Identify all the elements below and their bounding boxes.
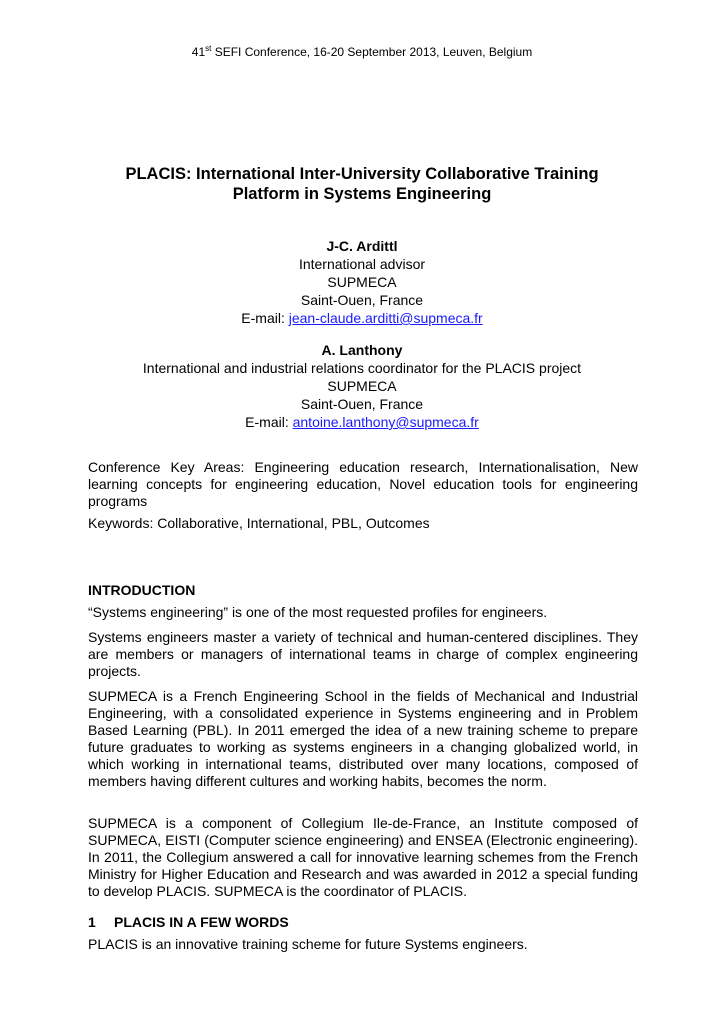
email-label: E-mail: (241, 310, 289, 326)
email-label: E-mail: (245, 414, 293, 430)
conf-superscript: st (205, 44, 212, 53)
author-name: A. Lanthony (321, 342, 403, 358)
author-2 (60, 341, 664, 431)
author-role: International advisor (298, 256, 426, 272)
key-areas: Conference Key Areas: Engineering education research, Internationalisation, New learning concepts for engineering education, Novel education tools for engineering programs (88, 459, 638, 509)
section-1-heading (88, 914, 638, 931)
author-email-link[interactable]: antoine.lanthony@supmeca.fr (292, 414, 479, 430)
conference-header (0, 44, 724, 59)
author-location: Saint-Ouen, France (300, 396, 424, 412)
keywords: Keywords: Collaborative, International, PBL, Outcomes (88, 515, 430, 531)
author-email-link[interactable]: jean-claude.arditti@supmeca.fr (288, 310, 483, 326)
section-1-paragraph: PLACIS is an innovative training scheme for future Systems engineers. (88, 936, 528, 952)
intro-paragraph-3: SUPMECA is a French Engineering School in the fields of Mechanical and Industrial Engineering, with a consolidated experience in Systems engineering and in Problem Based Learning (PBL). In 2011 emerged the idea of a new training scheme to prepare future graduates to working as systems engineers in a changing globalized world, in which working in international teams, distributed over many locations, composed of members having different cultures and working habits, becomes the norm. (88, 688, 638, 789)
intro-paragraph-1: “Systems engineering” is one of the most requested profiles for engineers. (88, 604, 548, 620)
title-line-1: PLACIS: International Inter-University Collaborative Training (125, 165, 599, 183)
paper-title (60, 164, 664, 204)
author-1 (60, 237, 664, 327)
conf-number: 41 (191, 45, 206, 59)
author-institution: SUPMECA (327, 274, 397, 290)
intro-paragraph-4: SUPMECA is a component of Collegium Ile-de-France, an Institute composed of SUPMECA, EISTI (Computer science engineering) and ENSEA (Electronic engineering). In 2011, the Collegium answered a call for innovative learning schemes from the French Ministry for Higher Education and Research and was awarded in 2012 a special funding to develop PLACIS. SUPMECA is the coordinator of PLACIS. (88, 815, 638, 899)
author-location: Saint-Ouen, France (300, 292, 424, 308)
author-email-line (60, 309, 664, 327)
author-name: J-C. Ardittl (326, 238, 398, 254)
author-email-line (60, 413, 664, 431)
author-role: International and industrial relations coordinator for the PLACIS project (142, 360, 582, 376)
title-line-2: Platform in Systems Engineering (232, 185, 492, 203)
section-1-number: 1 (88, 914, 96, 930)
section-1-title: PLACIS IN A FEW WORDS (114, 914, 289, 930)
conf-text: SEFI Conference, 16-20 September 2013, Leuven, Belgium (211, 45, 533, 59)
introduction-heading: INTRODUCTION (88, 582, 196, 598)
author-institution: SUPMECA (327, 378, 397, 394)
intro-paragraph-2: Systems engineers master a variety of technical and human-centered disciplines. They are members or managers of international teams in charge of complex engineering projects. (88, 629, 638, 679)
